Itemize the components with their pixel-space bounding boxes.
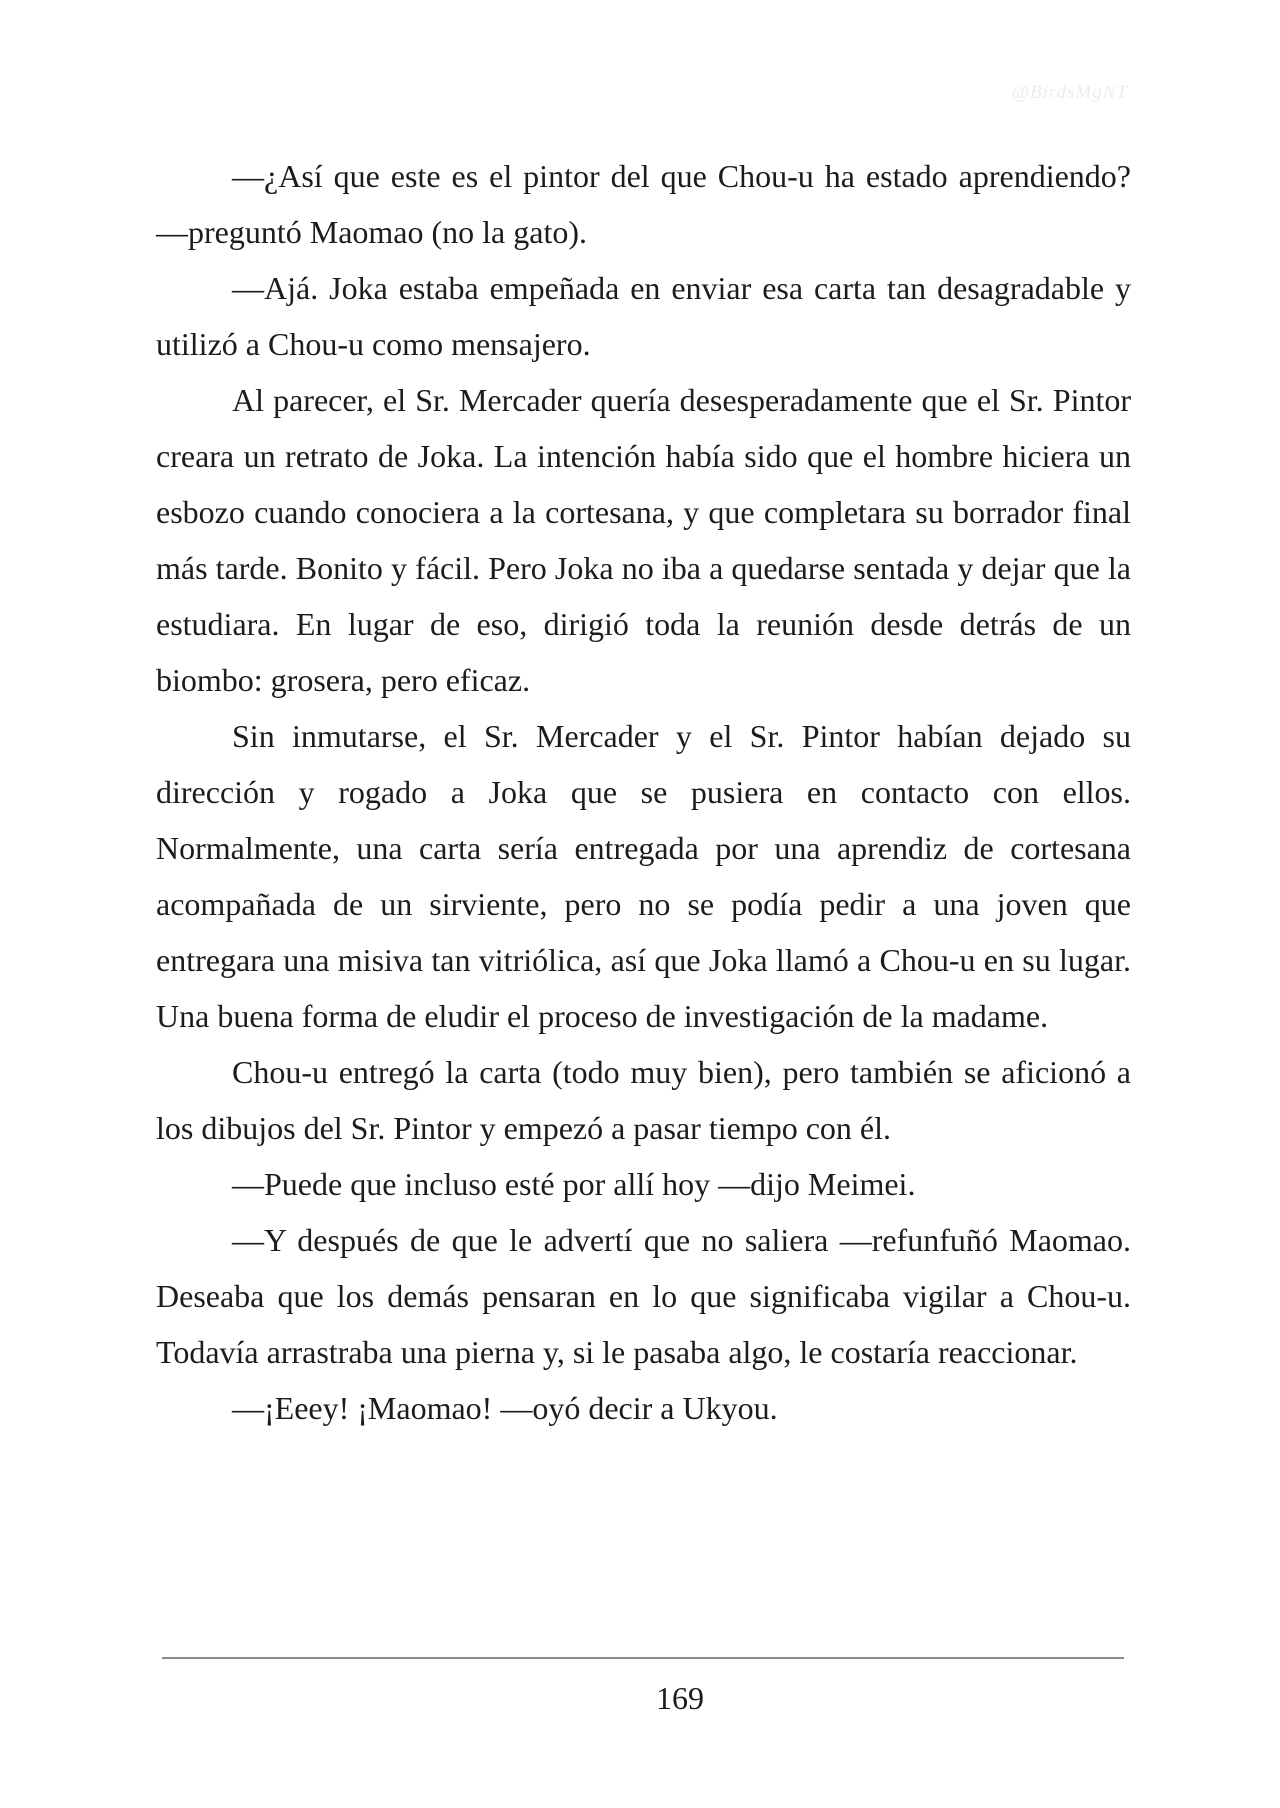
- paragraph: —Ajá. Joka estaba empeñada en enviar esa carta tan desagradable y utilizó a Chou-u como mensajero.: [156, 270, 1131, 362]
- paragraph: —Puede que incluso esté por allí hoy —dijo Meimei.: [232, 1166, 916, 1202]
- paragraph: —¡Eeey! ¡Maomao! —oyó decir a Ukyou.: [232, 1390, 778, 1426]
- page-body: [156, 148, 1131, 1436]
- paragraph: Chou-u entregó la carta (todo muy bien), pero también se aficionó a los dibujos del Sr. Pintor y empezó a pasar tiempo con él.: [156, 1054, 1131, 1146]
- paragraph: —Y después de que le advertí que no saliera —refunfuñó Maomao. Deseaba que los demás pensaran en lo que significaba vigilar a Chou-u. Todavía arrastraba una pierna y, si le pasaba algo, le costaría reaccionar.: [156, 1222, 1131, 1370]
- footer-divider: [162, 1657, 1124, 1659]
- watermark: @BirdsMgNT: [1011, 82, 1128, 103]
- paragraph: Al parecer, el Sr. Mercader quería desesperadamente que el Sr. Pintor creara un retrato de Joka. La intención había sido que el hombre hiciera un esbozo cuando conociera a la cortesana, y que completara su borrador final más tarde. Bonito y fácil. Pero Joka no iba a quedarse sentada y dejar que la estudiara. En lugar de eso, dirigió toda la reunión desde detrás de un biombo: grosera, pero eficaz.: [156, 382, 1131, 698]
- paragraph: —¿Así que este es el pintor del que Chou-u ha estado aprendiendo? —preguntó Maomao (no la gato).: [156, 158, 1131, 250]
- paragraph: Sin inmutarse, el Sr. Mercader y el Sr. Pintor habían dejado su dirección y rogado a Joka que se pusiera en contacto con ellos. Normalmente, una carta sería entregada por una aprendiz de cortesana acompañada de un sirviente, pero no se podía pedir a una joven que entregara una misiva tan vitriólica, así que Joka llamó a Chou-u en su lugar. Una buena forma de eludir el proceso de investigación de la madame.: [156, 718, 1131, 1034]
- page-number: 169: [656, 1680, 704, 1716]
